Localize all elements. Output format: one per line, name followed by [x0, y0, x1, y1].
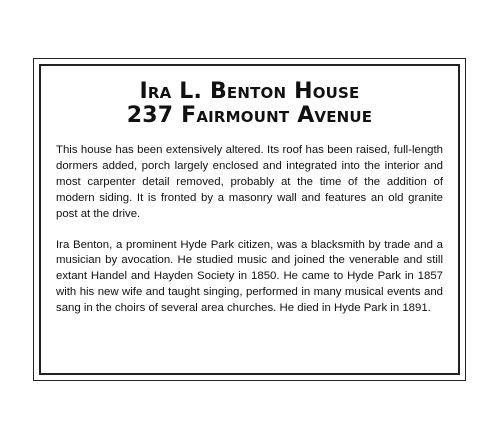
sign-title-name: Ira L. Benton House	[139, 79, 360, 104]
sign-body	[56, 143, 443, 332]
sign-title	[41, 80, 458, 128]
paragraph-benton-biography: Ira Benton, a prominent Hyde Park citizen, was a blacksmith by trade and a musician by avocation. He studied music and joined the venerable and still extant Handel and Hayden Society in 1850. He came to Hyde Park in 1857 with his new wife and taught singing, performed in many musical events and sang in the choirs of several area churches. He died in Hyde Park in 1891.	[56, 238, 443, 315]
sign-outer-border	[33, 58, 466, 381]
sign-inner-border	[39, 64, 460, 375]
sign-title-address: 237 Fairmount Avenue	[126, 103, 373, 128]
paragraph-house-description: This house has been extensively altered. Its roof has been raised, full-length dormers added, porch largely enclosed and integrated into the interior and most carpenter detail removed, probably at the time of the addition of modern siding. It is fronted by a masonry wall and features an old granite post at the drive.	[56, 144, 443, 220]
